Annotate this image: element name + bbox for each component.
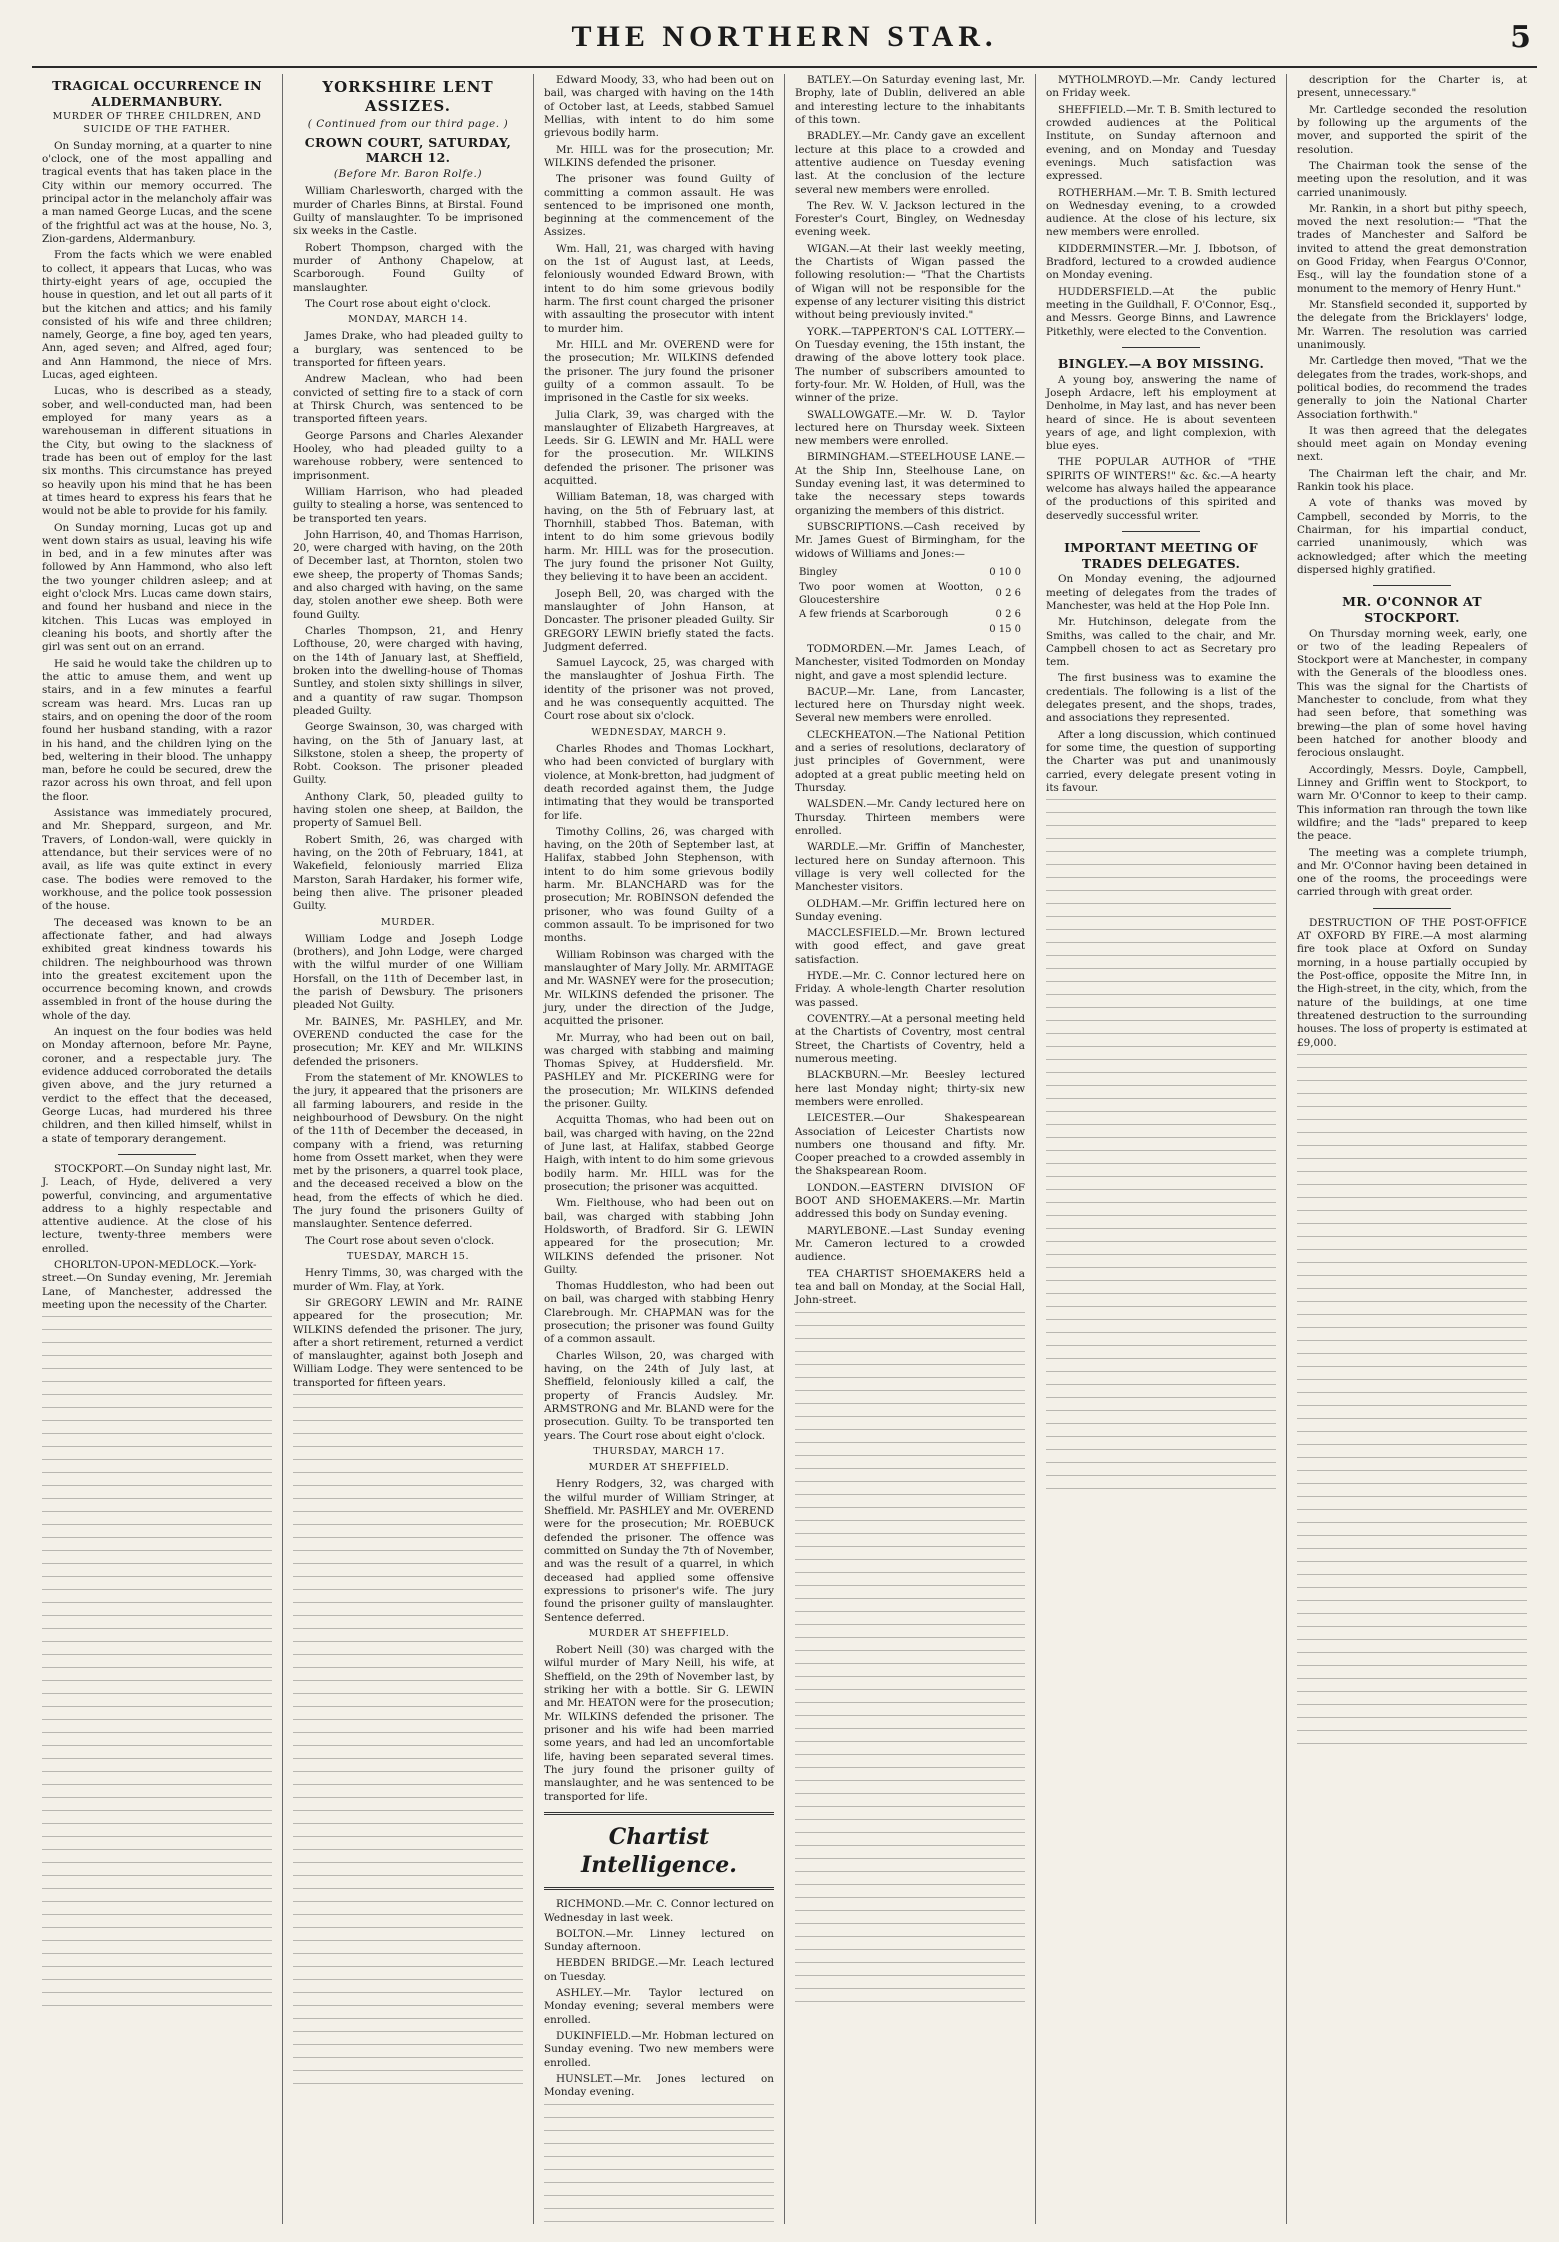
divider (1122, 347, 1200, 348)
article-paragraph: Edward Moody, 33, who had been out on bail, was charged with having on the 14th of October last, at Leeds, stabbed Samuel Mellias, with intent to do him some grievous bodily harm. (544, 74, 774, 140)
headline-trades-delegates: IMPORTANT MEETING OF TRADES DELEGATES. (1064, 540, 1258, 571)
article-paragraph: The prisoner was found Guilty of committing a common assault. He was sentenced to be imprisoned one month, beginning at the commencement of the Assizes. (544, 173, 774, 239)
judge-line: (Before Mr. Baron Rolfe.) (333, 168, 483, 181)
divider (544, 1887, 774, 1890)
article-paragraph: William Robinson was charged with the manslaughter of Mary Jolly. Mr. ARMITAGE and Mr. WASNEY were for the prosecution; Mr. WILKINS defended the prisoner. The jury, under the direction of the Judge, acquitted the prisoner. (544, 948, 774, 1028)
news-item: CHORLTON-UPON-MEDLOCK.—York-street.—On Sunday evening, Mr. Jeremiah Lane, of Manchester, addressed the meeting upon the necessity of the Charter. (42, 1259, 272, 1312)
subscriptions-table (795, 565, 1025, 639)
news-item: HEBDEN BRIDGE.—Mr. Leach lectured on Tuesday. (544, 1957, 774, 1983)
news-item: LEICESTER.—Our Shakespearean Association of Leicester Chartists now numbers one thousand and fifty. Mr. Cooper preached to a crowded assembly in the Shakspearean Room. (795, 1112, 1025, 1178)
news-item: SUBSCRIPTIONS.—Cash received by Mr. James Guest of Birmingham, for the widows of Williams and Jones:— (795, 521, 1025, 560)
column-6 (1287, 74, 1537, 2224)
subhead-aldermanbury: MURDER OF THREE CHILDREN, AND SUICIDE OF THE FATHER. (52, 111, 262, 135)
news-item: HUNSLET.—Mr. Jones lectured on Monday evening. (544, 2072, 774, 2099)
table-row: A few friends at Scarborough 0 2 6 (799, 609, 1021, 621)
news-item: CLECKHEATON.—The National Petition and a series of resolutions, declaratory of just principles of Government, were adopted at a great public meeting held on Thursday. (795, 728, 1025, 795)
column-3 (534, 74, 785, 2224)
dense-text-block (544, 2104, 774, 2224)
date-heading: WEDNESDAY, MARCH 9. (591, 726, 727, 738)
article-paragraph: The Chairman left the chair, and Mr. Rankin took his place. (1297, 467, 1527, 494)
article-paragraph: A young boy, answering the name of Joseph Ardacre, left his employment at Denholme, in May last, and has never been heard of since. He is about seventeen years of age, and light complexion, with blue eyes. (1046, 373, 1276, 453)
article-paragraph: Joseph Bell, 20, was charged with the manslaughter of John Hanson, at Doncaster. The prisoner pleaded Guilty. Sir GREGORY LEWIN briefly stated the facts. Judgment deferred. (544, 587, 774, 653)
article-paragraph: George Parsons and Charles Alexander Hooley, who had pleaded guilty to a warehouse robbery, were sentenced to imprisonment. (293, 429, 523, 482)
news-item: WIGAN.—At their last weekly meeting, the Chartists of Wigan passed the following resolution:— "That the Chartists of Wigan will not be responsible for the expense of any lecturer visiting this district without being previously invited." (795, 242, 1025, 322)
news-item: LONDON.—EASTERN DIVISION OF BOOT AND SHOEMAKERS.—Mr. Martin addressed this body on Sunday evening. (795, 1181, 1025, 1221)
news-item: MYTHOLMROYD.—Mr. Candy lectured on Friday week. (1046, 74, 1276, 100)
column-4 (785, 74, 1036, 2224)
article-paragraph: The Court rose about seven o'clock. (305, 1234, 495, 1247)
section-heading-murder: MURDER. (380, 916, 436, 928)
article-paragraph: Mr. HILL was for the prosecution; Mr. WILKINS defended the prisoner. (544, 143, 774, 169)
article-paragraph: On Sunday morning, at a quarter to nine o'clock, one of the most appalling and tragical events that has taken place in the City within our memory occurred. The principal actor in the melancholy affair was a man named George Lucas, and the scene of the frightful act was at the house, No. 3, Zion-gardens, Aldermanbury. (42, 139, 272, 245)
headline-bingley: BINGLEY.—A BOY MISSING. (1057, 355, 1265, 371)
news-item: YORK.—TAPPERTON'S CAL LOTTERY.—On Tuesday evening, the 15th instant, the drawing of the above lottery took place. The number of subscribers amounted to forty-four. Mr. W. Holden, of Hull, was the winner of the prize. (795, 325, 1025, 405)
article-paragraph: Mr. HILL and Mr. OVEREND were for the prosecution; Mr. WILKINS defended the prisoner. The jury found the prisoner guilty of a common assault. To be imprisoned in the Castle for six weeks. (544, 338, 774, 405)
news-item: WALSDEN.—Mr. Candy lectured here on Thursday. Thirteen members were enrolled. (795, 798, 1025, 837)
article-paragraph: Anthony Clark, 50, pleaded guilty to having stolen one sheep, at Baildon, the property of Samuel Bell. (293, 790, 523, 830)
article-paragraph: On Monday evening, the adjourned meeting of delegates from the trades of Manchester, was held at the Hop Pole Inn. (1046, 573, 1276, 612)
news-item: BRADLEY.—Mr. Candy gave an excellent lecture at this place to a crowded and attentive audience on Tuesday evening last. At the conclusion of the lecture several new members were enrolled. (795, 130, 1025, 196)
news-item: OLDHAM.—Mr. Griffin lectured here on Sunday evening. (795, 897, 1025, 923)
article-paragraph: Andrew Maclean, who had been convicted of setting fire to a stack of corn at Thirsk Church, was sentenced to be transported fifteen years. (293, 373, 523, 426)
news-item: ASHLEY.—Mr. Taylor lectured on Monday evening; several members were enrolled. (544, 1987, 774, 2026)
article-paragraph: Mr. Murray, who had been out on bail, was charged with stabbing and maiming Thomas Spivey, at Huddersfield. Mr. PASHLEY and Mr. PICKERING were for the prosecution; Mr. WILKINS defended the prisoner. Guilty. (544, 1031, 774, 1111)
article-paragraph: After a long discussion, which continued for some time, the question of supporting the Charter was put and unanimously carried, every delegate present voting in its favour. (1046, 728, 1276, 794)
news-item: STOCKPORT.—On Sunday night last, Mr. J. Leach, of Hyde, delivered a very powerful, convincing, and argumentative address to a highly respectable and attentive audience. At the close of his lecture, twenty-three members were enrolled. (42, 1162, 272, 1255)
article-paragraph: Samuel Laycock, 25, was charged with the manslaughter of Joshua Firth. The identity of the prisoner was not proved, and he was consequently acquitted. The Court rose about six o'clock. (544, 657, 774, 723)
news-item: SHEFFIELD.—Mr. T. B. Smith lectured to crowded audiences at the Political Institute, on Sunday afternoon and evening, and on Monday and Tuesday evenings. Much satisfaction was expressed. (1046, 103, 1276, 183)
news-item: SWALLOWGATE.—Mr. W. D. Taylor lectured here on Thursday week. Sixteen new members were enrolled. (795, 408, 1025, 448)
dense-text-block (293, 1394, 523, 2094)
article-paragraph: Sir GREGORY LEWIN and Mr. RAINE appeared for the prosecution; Mr. WILKINS defended the prisoner. The jury, after a short retirement, returned a verdict of manslaughter, against both Joseph and William Lodge. They were sentenced to be transported for fifteen years. (293, 1296, 523, 1389)
article-paragraph: William Harrison, who had pleaded guilty to stealing a horse, was sentenced to be transported ten years. (293, 485, 523, 525)
article-paragraph: George Swainson, 30, was charged with having, on the 5th of January last, at Silkstone, stolen a sheep, the property of Robt. Cookson. The prisoner pleaded Guilty. (293, 721, 523, 787)
headline-aldermanbury: TRAGICAL OCCURRENCE IN ALDERMANBURY. (52, 78, 262, 109)
table-row: Two poor women at Wootton, Gloucestershire 0 2 6 (799, 581, 1021, 606)
column-5 (1036, 74, 1287, 2224)
article-paragraph: John Harrison, 40, and Thomas Harrison, 20, were charged with having, on the 20th of December last, at Thornton, stolen two ewe sheep, the property of Thomas Sands; and also charged with having, on the same day, stolen another ewe sheep. Both were found Guilty. (293, 528, 523, 621)
article-paragraph: Timothy Collins, 26, was charged with having, on the 20th of September last, at Halifax, stabbed John Stephenson, with intent to do him some grievous bodily harm. Mr. BLANCHARD was for the prosecution; Mr. ROBINSON defended the prisoner, who was found Guilty of a common assault. To be imprisoned for two months. (544, 825, 774, 945)
subhead-continued: ( Continued from our third page. ) (307, 117, 509, 130)
article-paragraph: Wm. Fielthouse, who had been out on bail, was charged with stabbing John Holdsworth, of Bradford. Sir G. LEWIN appeared for the prosecution; Mr. WILKINS defended the prisoner. Not Guilty. (544, 1197, 774, 1276)
article-paragraph: The deceased was known to be an affectionate father, and had always exhibited great kindness towards his children. The neighbourhood was thrown into the greatest excitement upon the occurrence becoming known, and crowds assembled in front of the house during the whole of the day. (42, 916, 272, 1022)
chartist-intelligence-heading: Chartist Intelligence. (581, 1823, 737, 1879)
article-paragraph: On Thursday morning week, early, one or two of the leading Repealers of Stockport were at Manchester, in company with the Generals of the bloodless ones. This was the signal for the Chartists of Manchester to conclude, from what they had seen before, that something was brewing—the plan of some hovel having been hatched for another bloody and ferocious onslaught. (1297, 627, 1527, 760)
article-paragraph: William Lodge and Joseph Lodge (brothers), and John Lodge, were charged with the wilful murder of one William Horsfall, on the 11th of December last, in the parish of Dewsbury. The prisoners pleaded Not Guilty. (293, 932, 523, 1012)
article-paragraph: It was then agreed that the delegates should meet again on Monday evening next. (1297, 424, 1527, 464)
dense-text-block (795, 1312, 1025, 2012)
dense-text-block (42, 1316, 272, 2016)
article-paragraph: Acquitta Thomas, who had been out on bail, was charged with having, on the 22nd of June last, at Halifax, stabbed George Haigh, with intent to do him some grievous bodily harm. Mr. HILL was for the prosecution; the prisoner was acquitted. (544, 1114, 774, 1193)
date-heading: THURSDAY, MARCH 17. (593, 1445, 725, 1457)
date-heading: MONDAY, MARCH 14. (348, 314, 468, 326)
article-paragraph: William Charlesworth, charged with the murder of Charles Binns, at Birstal. Found Guilty of manslaughter. To be imprisoned six weeks in the Castle. (293, 185, 523, 238)
article-paragraph: Mr. Cartledge then moved, "That we the delegates from the trades, work-shops, and political bodies, do recommend the trades generally to join the National Charter Association forthwith." (1297, 355, 1527, 421)
article-paragraph: Robert Thompson, charged with the murder of Anthony Chapelow, at Scarborough. Found Guilty of manslaughter. (293, 241, 523, 294)
divider (1373, 585, 1451, 586)
news-item: The Rev. W. V. Jackson lectured in the Forester's Court, Bingley, on Wednesday evening week. (795, 199, 1025, 239)
section-heading-murder: MURDER AT SHEFFIELD. (588, 1627, 730, 1639)
news-item: BLACKBURN.—Mr. Beesley lectured here last Monday night; thirty-six new members were enrolled. (795, 1069, 1025, 1108)
article-paragraph: James Drake, who had pleaded guilty to a burglary, was sentenced to be transported for fifteen years. (293, 330, 523, 370)
section-heading-murder: MURDER AT SHEFFIELD. (588, 1462, 730, 1474)
article-paragraph: Robert Neill (30) was charged with the wilful murder of Mary Neill, his wife, at Sheffield, on the 29th of November last, by striking her with a bottle. Sir G. LEWIN and Mr. HEATON were for the prosecution; Mr. WILKINS defended the prisoner. The prisoner and his wife had been married some years, and had led an uncomfortable life, having been separated several times. The jury found the prisoner guilty of manslaughter, and he was sentenced to be transported for life. (544, 1644, 774, 1803)
article-paragraph: Charles Rhodes and Thomas Lockhart, who had been convicted of burglary with violence, at Monk-bretton, had judgment of death recorded against them, the Judge intimating that they would be transported for life. (544, 742, 774, 822)
news-item: MACCLESFIELD.—Mr. Brown lectured with good effect, and gave great satisfaction. (795, 927, 1025, 966)
divider (544, 1812, 774, 1815)
article-paragraph: The Chairman took the sense of the meeting upon the resolution, and it was carried unanimously. (1297, 159, 1527, 199)
news-item: DUKINFIELD.—Mr. Hobman lectured on Sunday evening. Two new members were enrolled. (544, 2030, 774, 2069)
news-item: KIDDERMINSTER.—Mr. J. Ibbotson, of Bradford, lectured to a crowded audience on Monday evening. (1046, 242, 1276, 282)
column-2 (283, 74, 534, 2224)
article-paragraph: Robert Smith, 26, was charged with having, on the 20th of February, 1841, at Wakefield, feloniously married Eliza Marston, Sarah Hardaker, his former wife, being then alive. The prisoner pleaded Guilty. (293, 833, 523, 913)
news-item: WARDLE.—Mr. Griffin of Manchester, lectured here on Sunday afternoon. This village is very well collected for the Manchester visitors. (795, 841, 1025, 894)
news-item: TODMORDEN.—Mr. James Leach, of Manchester, visited Todmorden on Monday night, and gave a most splendid lecture. (795, 642, 1025, 682)
article-paragraph: A vote of thanks was moved by Campbell, seconded by Morris, to the Chairman, for his impartial conduct, carried unanimously, which was acknowledged; after which the meeting dispersed highly gratified. (1297, 497, 1527, 576)
masthead (32, 14, 1537, 68)
table-row-total: 0 15 0 (989, 624, 1021, 636)
news-item: BACUP.—Mr. Lane, from Lancaster, lectured here on Thursday night week. Several new members were enrolled. (795, 685, 1025, 725)
article-paragraph: Henry Timms, 30, was charged with the murder of Wm. Flay, at York. (293, 1267, 523, 1293)
article-paragraph: An inquest on the four bodies was held on Monday afternoon, before Mr. Payne, coroner, and a respectable jury. The evidence adduced corroborated the details given above, and the jury returned a verdict to the effect that the deceased, George Lucas, had murdered his three children, and then killed himself, whilst in a state of temporary derangement. (42, 1026, 272, 1145)
article-paragraph: Lucas, who is described as a steady, sober, and well-conducted man, had been employed for many years as a warehouseman in different situations in the City, but owing to the slackness of trade has been out of employ for the last six months. This circumstance has preyed so heavily upon his mind that he has been at times heard to express his fears that he would not be able to provide for his family. (42, 385, 272, 518)
news-item: BOLTON.—Mr. Linney lectured on Sunday afternoon. (544, 1927, 774, 1954)
article-paragraph: Julia Clark, 39, was charged with the manslaughter of Elizabeth Hargreaves, at Leeds. Sir G. LEWIN and Mr. HALL were for the prosecution. Mr. WILKINS defended the prisoner. The prisoner was acquitted. (544, 408, 774, 488)
article-paragraph: Mr. Hutchinson, delegate from the Smiths, was called to the chair, and Mr. Campbell chosen to act as Secretary pro tem. (1046, 616, 1276, 669)
news-item: BIRMINGHAM.—STEELHOUSE LANE.—At the Ship Inn, Steelhouse Lane, on Sunday evening last, it was determined to take the necessary steps towards organizing the members of this district. (795, 451, 1025, 517)
article-paragraph: The first business was to examine the credentials. The following is a list of the delegates present, and the shops, trades, and associations they represented. (1046, 672, 1276, 725)
headline-assizes: YORKSHIRE LENT ASSIZES. (322, 78, 494, 115)
columns (32, 74, 1537, 2224)
article-paragraph: Wm. Hall, 21, was charged with having on the 1st of August last, at Leeds, feloniously wounded Edward Brown, with intent to do him some grievous bodily harm. The first count charged the prisoner with assaulting the prosecutor with intent to murder him. (544, 242, 774, 335)
dense-text-block (1297, 1054, 1527, 1754)
article-paragraph: William Bateman, 18, was charged with having, on the 5th of February last, at Thornhill, stabbed Thos. Bateman, with intent to do him some grievous bodily harm. Mr. HILL was for the prosecution. The jury found the prisoner Not Guilty, they believing it to have been an accident. (544, 491, 774, 584)
column-1 (32, 74, 283, 2224)
dense-text-block (1046, 799, 1276, 1499)
news-item: ROTHERHAM.—Mr. T. B. Smith lectured on Wednesday evening, to a crowded audience. At the close of his lecture, six new members were enrolled. (1046, 186, 1276, 239)
news-item: BATLEY.—On Saturday evening last, Mr. Brophy, late of Dublin, delivered an able and interesting lecture to the inhabitants of this town. (795, 74, 1025, 126)
article-paragraph: He said he would take the children up to the attic to amuse them, and went up stairs, and in a few minutes a fearful scream was heard. Mrs. Lucas ran up stairs, and on opening the door of the room found her husband standing, with a razor in his hand, and the children lying on the bed, weltering in their blood. The unhappy man, before he could be secured, drew the razor across his own throat, and fell upon the floor. (42, 657, 272, 803)
article-paragraph: The meeting was a complete triumph, and Mr. O'Connor having been detained in one of the rooms, the proceedings were carried through with great order. (1297, 846, 1527, 899)
article-paragraph: Mr. Cartledge seconded the resolution by following up the arguments of the mover, and supported the spirit of the resolution. (1297, 103, 1527, 156)
news-item: RICHMOND.—Mr. C. Connor lectured on Wednesday in last week. (544, 1898, 774, 1924)
news-item: TEA CHARTIST SHOEMAKERS held a tea and ball on Monday, at the Social Hall, John-street. (795, 1267, 1025, 1307)
article-paragraph: On Sunday morning, Lucas got up and went down stairs as usual, leaving his wife in bed, and in a few minutes after was followed by Ann Hammond, who also left the two younger children asleep; and at eight o'clock Mrs. Lucas came down stairs, and found her husband and niece in the kitchen. This Lucas was employed in cleaning his boots, and shortly after the girl was sent out on an errand. (42, 521, 272, 654)
article-paragraph: Henry Rodgers, 32, was charged with the wilful murder of William Stringer, at Sheffield. Mr. PASHLEY and Mr. OVEREND were for the prosecution; Mr. ROEBUCK defended the prisoner. The offence was committed on Sunday the 7th of November, and was the result of a quarrel, in which deceased had applied some offensive expressions to prisoner's wife. The jury found the prisoner guilty of manslaughter. Sentence deferred. (544, 1478, 774, 1624)
court-heading: CROWN COURT, SATURDAY, MARCH 12. (304, 134, 512, 166)
article-paragraph: Charles Thompson, 21, and Henry Lofthouse, 20, were charged with having, on the 14th of January last, at Sheffield, broken into the dwelling-house of Thomas Suntley, and stolen sixty shillings in silver, and a quantity of raw sugar. Thompson pleaded Guilty. (293, 625, 523, 717)
news-item: COVENTRY.—At a personal meeting held at the Chartists of Coventry, most central Street, the Chartists of Coventry, held a numerous meeting. (795, 1013, 1025, 1065)
article-paragraph: Thomas Huddleston, who had been out on bail, was charged with stabbing Henry Clarebrough. Mr. CHAPMAN was for the prosecution; the prisoner was found Guilty of a common assault. (544, 1280, 774, 1346)
article-paragraph: The Court rose about eight o'clock. (305, 297, 491, 310)
article-paragraph: description for the Charter is, at present, unnecessary." (1297, 74, 1527, 100)
page-number: 5 (1510, 20, 1531, 55)
table-row: Bingley 0 10 0 (799, 566, 1021, 578)
news-item: MARYLEBONE.—Last Sunday evening Mr. Cameron lectured to a crowded audience. (795, 1224, 1025, 1264)
article-paragraph: From the statement of Mr. KNOWLES to the jury, it appeared that the prisoners are all farming labourers, and reside in the neighbourhood of Dewsbury. On the night of the 11th of December the deceased, in company with a friend, was returning home from Ossett market, when they were met by the prisoners, a quarrel took place, and the deceased received a blow on the head, from the effects of which he died. The jury found the prisoners Guilty of manslaughter. Sentence deferred. (293, 1071, 523, 1231)
article-paragraph: Assistance was immediately procured, and Mr. Sheppard, surgeon, and Mr. Travers, of London-wall, were quickly in attendance, but their services were of no avail, as life was quite extinct in every case. The bodies were removed to the workhouse, and the police took possession of the house. (42, 807, 272, 913)
article-paragraph: Mr. BAINES, Mr. PASHLEY, and Mr. OVEREND conducted the case for the prosecution; Mr. KEY and Mr. WILKINS defended the prisoners. (293, 1015, 523, 1068)
divider (1373, 908, 1451, 909)
news-item: HYDE.—Mr. C. Connor lectured here on Friday. A whole-length Charter resolution was passed. (795, 970, 1025, 1009)
article-paragraph: Charles Wilson, 20, was charged with having, on the 24th of July last, at Sheffield, feloniously killed a calf, the property of Francis Audsley. Mr. ARMSTRONG and Mr. BLAND were for the prosecution. Guilty. To be transported ten years. The Court rose about eight o'clock. (544, 1349, 774, 1442)
newspaper-title: THE NORTHERN STAR. (571, 20, 998, 53)
divider (118, 1154, 196, 1155)
date-heading: TUESDAY, MARCH 15. (346, 1251, 470, 1263)
article-paragraph: Mr. Stansfield seconded it, supported by the delegate from the Bricklayers' lodge, Mr. Warren. The resolution was carried unanimously. (1297, 299, 1527, 351)
article-paragraph: Accordingly, Messrs. Doyle, Campbell, Linney and Griffin went to Stockport, to warn Mr. O'Connor to keep to their camp. This information ran through the town like wildfire; and the "lads" prepared to keep the peace. (1297, 763, 1527, 843)
news-item: DESTRUCTION OF THE POST-OFFICE AT OXFORD BY FIRE.—A most alarming fire took place at Oxford on Sunday morning, in a house partially occupied by the Post-office, opposite the Mitre Inn, in the High-street, in the city, which, from the nature of the buildings, at one time threatened destruction to the surrounding houses. The loss of property is estimated at £9,000. (1297, 916, 1527, 1049)
divider (1122, 531, 1200, 532)
article-paragraph: THE POPULAR AUTHOR of "THE SPIRITS OF WINTERS!" &c. &c.—A hearty welcome has always hailed the appearance of the productions of this spirited and deservedly successful writer. (1046, 456, 1276, 522)
article-paragraph: From the facts which we were enabled to collect, it appears that Lucas, who was thirty-eight years of age, occupied the house in question, and let out all parts of it but the kitchen and attics; and his family consisted of his wife and three children; namely, George, a fine boy, aged ten years, Ann, aged seven; and Alfred, aged four; and Ann Hammond, the niece of Mrs. Lucas, aged eighteen. (42, 249, 272, 382)
article-paragraph: Mr. Rankin, in a short but pithy speech, moved the next resolution:— "That the trades of Manchester and Salford be invited to attend the great demonstration on Good Friday, when Feargus O'Connor, Esq., will lay the foundation stone of a monument to the memory of Henry Hunt." (1297, 202, 1527, 295)
news-item: HUDDERSFIELD.—At the public meeting in the Guildhall, F. O'Connor, Esq., and Messrs. George Binns, and Lawrence Pitkethly, were elected to the Convention. (1046, 285, 1276, 338)
headline-stockport: MR. O'CONNOR AT STOCKPORT. (1342, 594, 1482, 625)
